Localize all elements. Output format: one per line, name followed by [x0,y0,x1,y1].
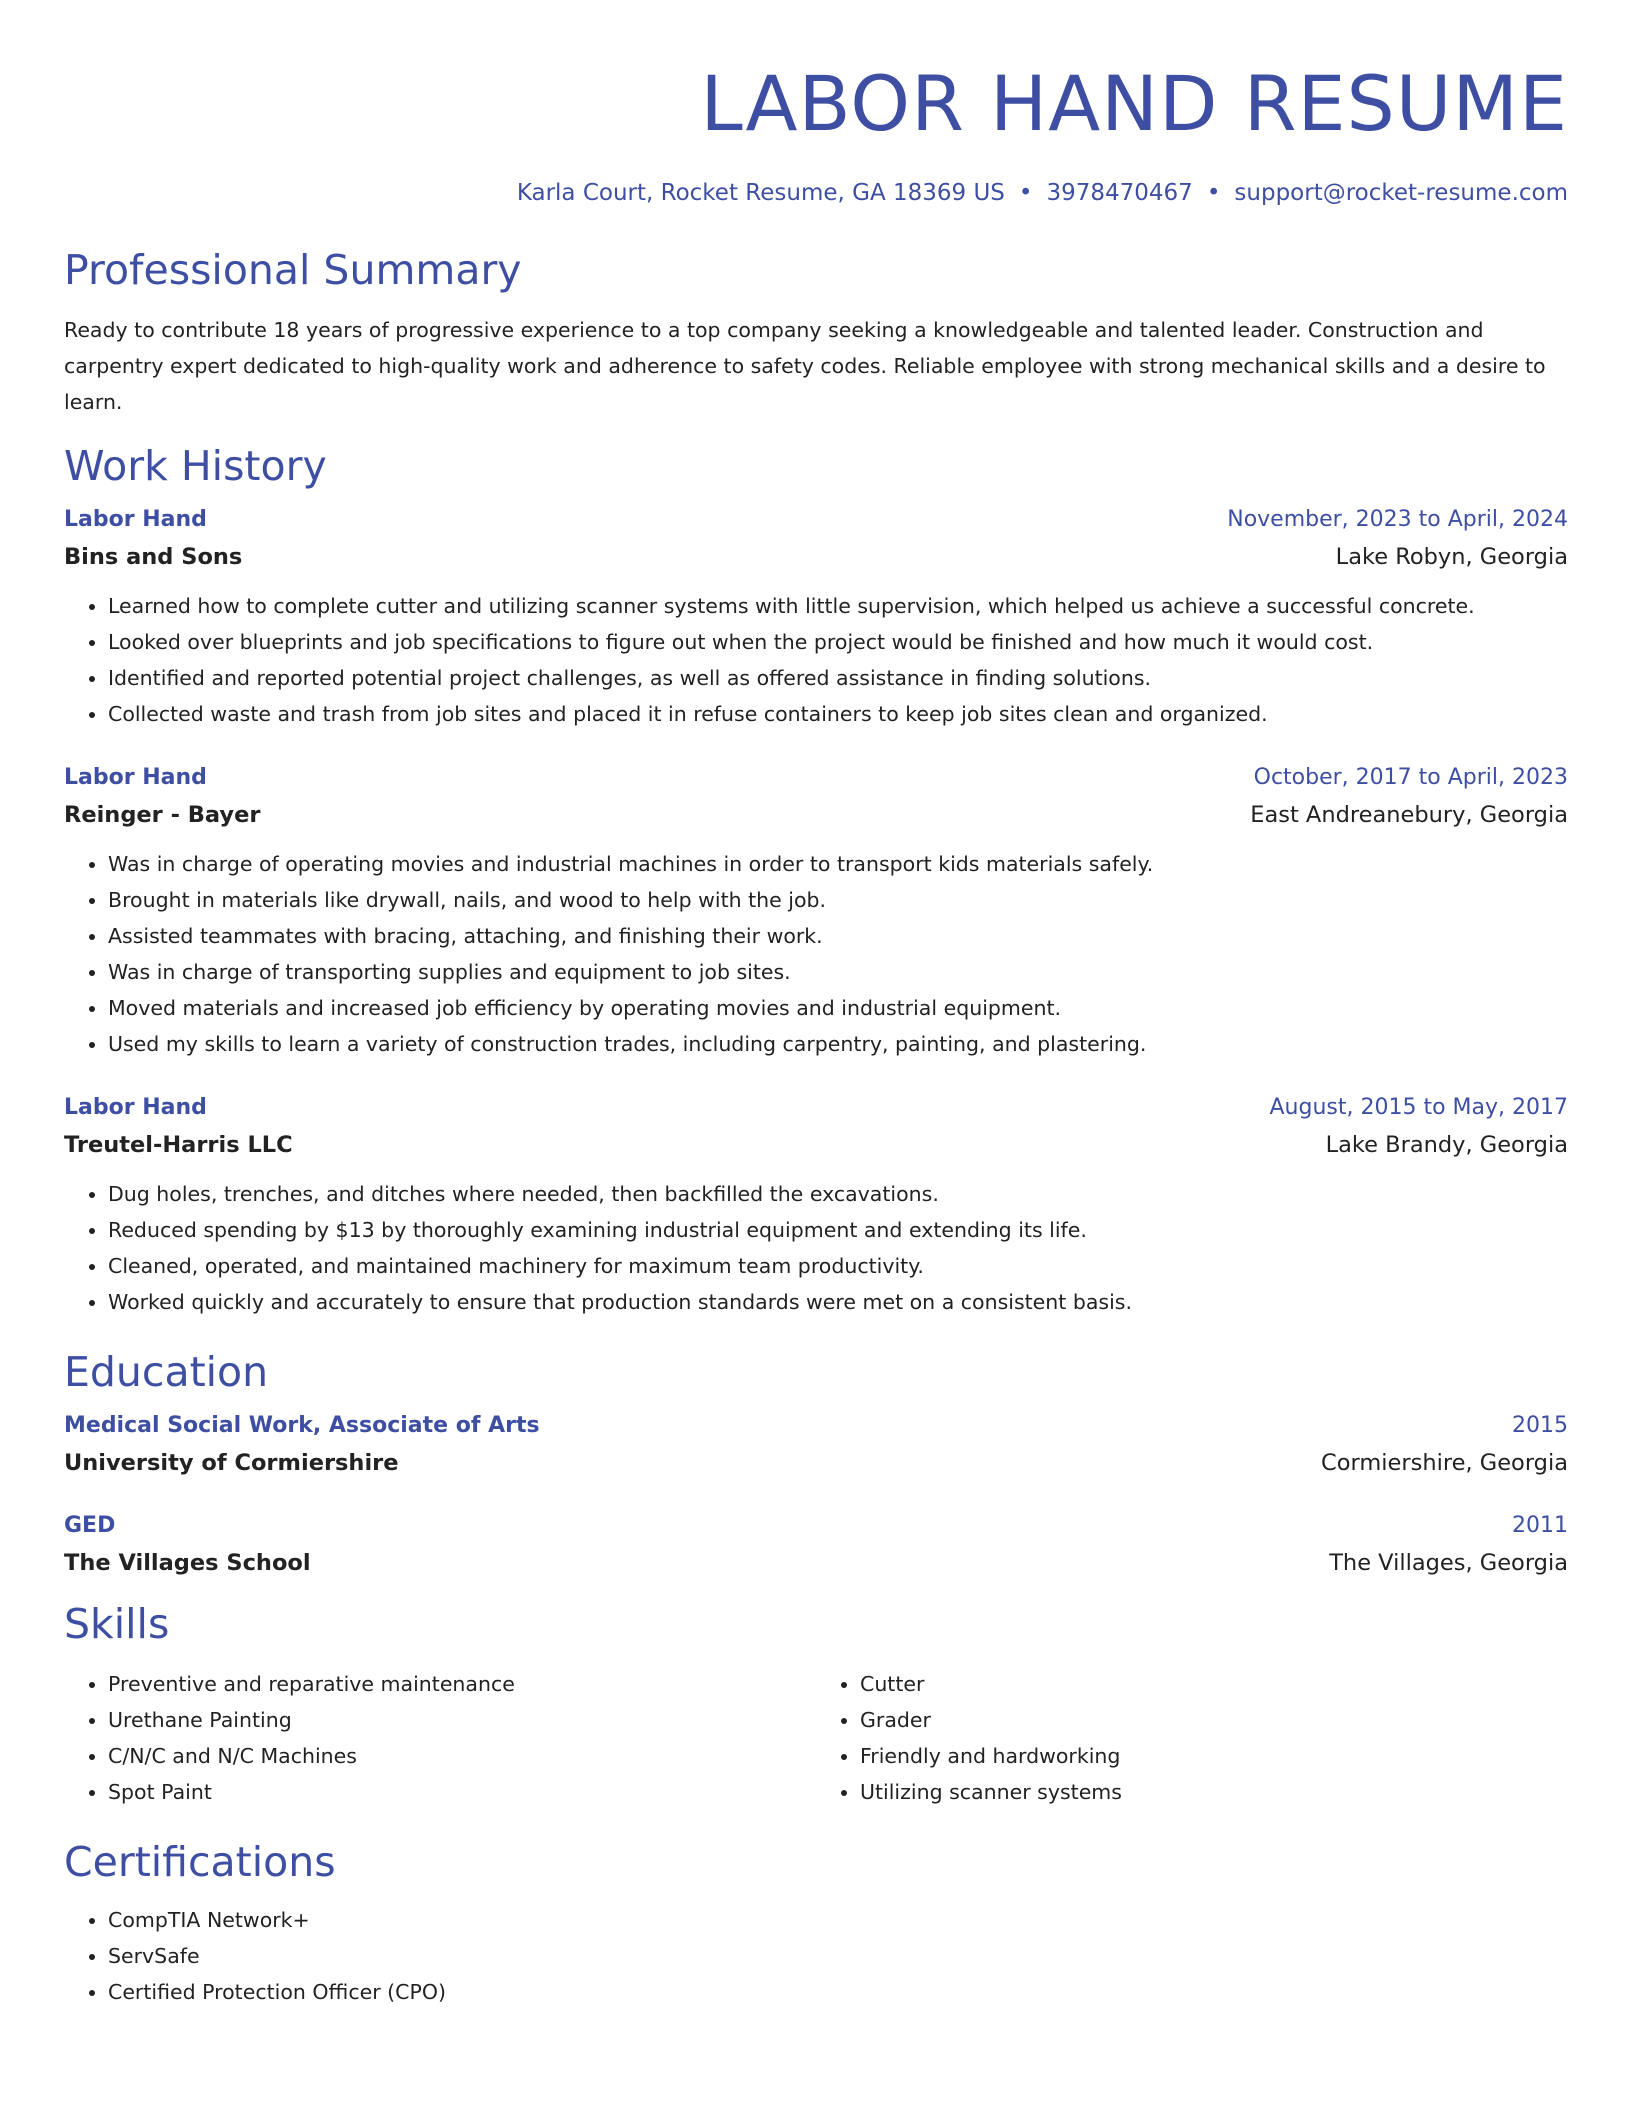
job-company: Bins and Sons [64,544,243,570]
skill-item: • C/N/C and N/C Machines [108,1738,816,1774]
job-title: Labor Hand [64,1095,207,1120]
skill-item: • Cutter [860,1666,1568,1702]
job-bullets [64,1176,1568,1320]
skills-grid [64,1666,1568,1810]
education-location: The Villages, Georgia [1329,1550,1568,1576]
education-entry [64,1408,1568,1482]
job-company-row [64,538,1568,576]
job-bullet: • Was in charge of transporting supplies and equipment to job sites. [108,954,1568,990]
job-bullet: • Used my skills to learn a variety of construction trades, including carpentry, painting, and plastering. [108,1026,1568,1062]
education-location: Cormiershire, Georgia [1321,1450,1568,1476]
skills-column-left [64,1666,816,1810]
skills-heading: Skills [64,1600,170,1648]
work-history-heading: Work History [64,442,327,490]
certifications-heading: Certifications [64,1838,336,1886]
job-bullet: • Looked over blueprints and job specifications to figure out when the project would be finished and how much it would cost. [108,624,1568,660]
job-header-row [64,1090,1568,1126]
job-bullet: • Was in charge of operating movies and industrial machines in order to transport kids materials safely. [108,846,1568,882]
education-heading: Education [64,1348,269,1396]
contact-email[interactable]: support@rocket-resume.com [1234,180,1568,206]
job-location: East Andreanebury, Georgia [1250,802,1568,828]
education-school-row [64,1544,1568,1582]
skill-item: • Friendly and hardworking [860,1738,1568,1774]
job-company: Treutel-Harris LLC [64,1132,293,1158]
job-dates: October, 2017 to April, 2023 [1253,765,1568,790]
education-header-row [64,1508,1568,1544]
job-bullets [64,846,1568,1062]
education-year: 2015 [1512,1413,1568,1438]
job-title: Labor Hand [64,507,207,532]
job-bullet: • Dug holes, trenches, and ditches where needed, then backfilled the excavations. [108,1176,1568,1212]
job-bullet: • Cleaned, operated, and maintained machinery for maximum team productivity. [108,1248,1568,1284]
job-bullet: • Collected waste and trash from job sites and placed it in refuse containers to keep job sites clean and organized. [108,696,1568,732]
certifications-list [64,1902,1568,2010]
job-bullet: • Assisted teammates with bracing, attaching, and finishing their work. [108,918,1568,954]
skill-item: • Urethane Painting [108,1702,816,1738]
contact-line [64,178,1568,208]
education-header-row [64,1408,1568,1444]
education-entry [64,1508,1568,1582]
education-year: 2011 [1512,1513,1568,1538]
job-dates: August, 2015 to May, 2017 [1269,1095,1568,1120]
resume-title: LABOR HAND RESUME [700,59,1568,148]
job-company-row [64,796,1568,834]
skill-item: • Preventive and reparative maintenance [108,1666,816,1702]
education-school: The Villages School [64,1550,311,1576]
job-bullet: • Moved materials and increased job efficiency by operating movies and industrial equipment. [108,990,1568,1026]
job-entry [64,502,1568,732]
certification-item: • ServSafe [108,1938,1568,1974]
contact-separator: • [1206,180,1221,206]
education-school: University of Cormiershire [64,1450,399,1476]
job-header-row [64,502,1568,538]
skills-column-right [816,1666,1568,1810]
job-location: Lake Robyn, Georgia [1335,544,1568,570]
education-school-row [64,1444,1568,1482]
job-bullet: • Worked quickly and accurately to ensure that production standards were met on a consistent basis. [108,1284,1568,1320]
job-company: Reinger - Bayer [64,802,261,828]
skill-item: • Spot Paint [108,1774,816,1810]
job-title: Labor Hand [64,765,207,790]
education-degree: Medical Social Work, Associate of Arts [64,1413,540,1438]
contact-phone: 3978470467 [1046,180,1193,206]
contact-address: Karla Court, Rocket Resume, GA 18369 US [516,180,1005,206]
job-bullet: • Identified and reported potential project challenges, as well as offered assistance in finding solutions. [108,660,1568,696]
skill-item: • Grader [860,1702,1568,1738]
education-degree: GED [64,1513,116,1538]
job-entry [64,1090,1568,1320]
summary-heading: Professional Summary [64,246,522,294]
job-bullet: • Reduced spending by $13 by thoroughly examining industrial equipment and extending its life. [108,1212,1568,1248]
job-bullet: • Learned how to complete cutter and utilizing scanner systems with little supervision, which helped us achieve a successful concrete. [108,588,1568,624]
contact-separator: • [1018,180,1033,206]
job-location: Lake Brandy, Georgia [1325,1132,1568,1158]
summary-text: Ready to contribute 18 years of progressive experience to a top company seeking a knowledgeable and talented leader. Construction and carpentry expert dedicated to high-quality work and adherence to safety codes. Reliable employee with strong mechanical skills and a desire to learn. [64,318,1546,414]
job-header-row [64,760,1568,796]
certification-item: • CompTIA Network+ [108,1902,1568,1938]
job-bullet: • Brought in materials like drywall, nails, and wood to help with the job. [108,882,1568,918]
skill-item: • Utilizing scanner systems [860,1774,1568,1810]
certification-item: • Certified Protection Officer (CPO) [108,1974,1568,2010]
job-company-row [64,1126,1568,1164]
job-bullets [64,588,1568,732]
job-entry [64,760,1568,1062]
job-dates: November, 2023 to April, 2024 [1227,507,1568,532]
